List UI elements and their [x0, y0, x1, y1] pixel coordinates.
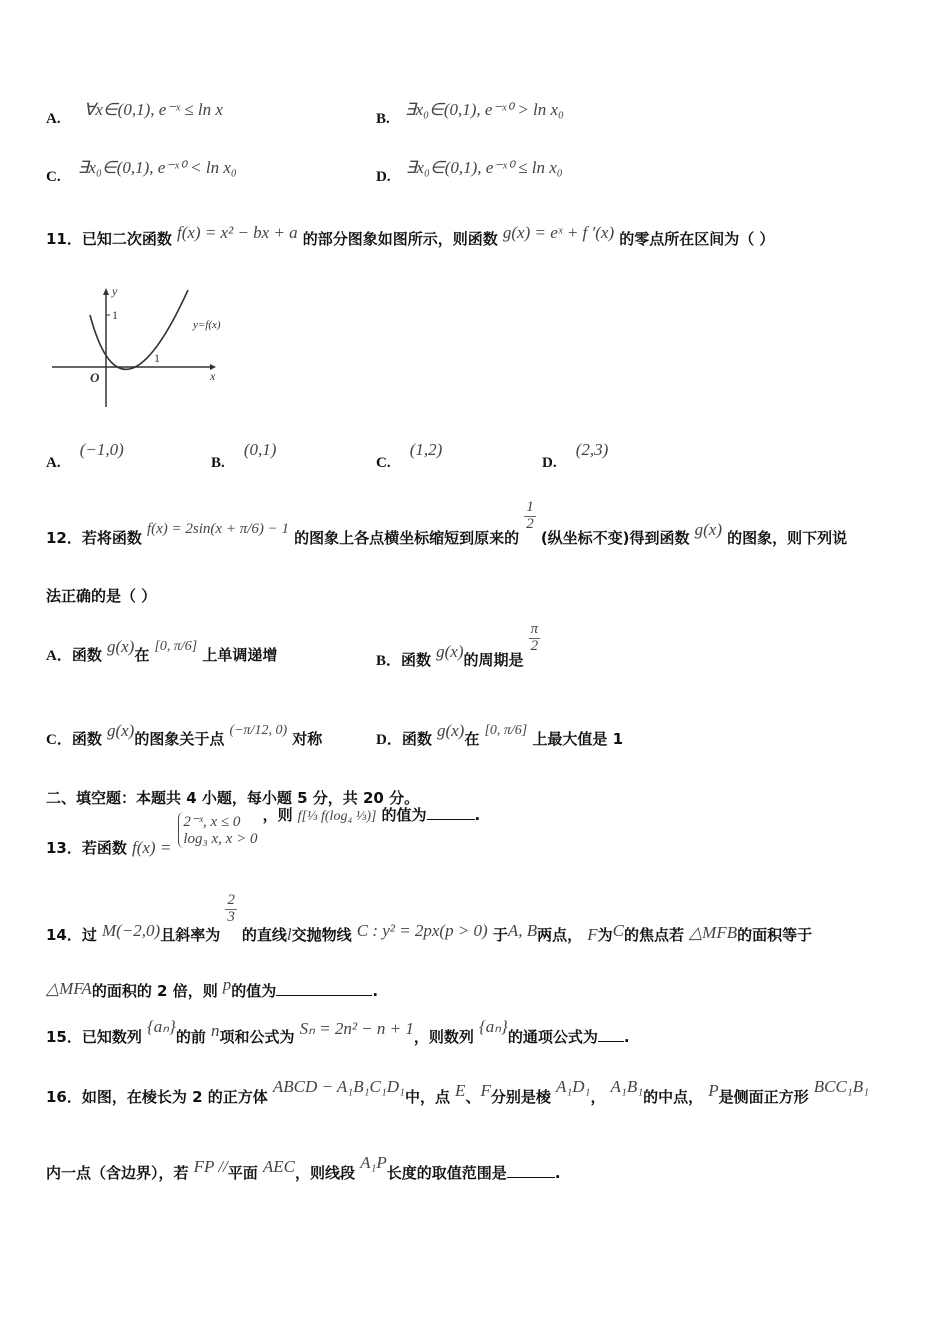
- q10-option-a: A. ∀x∈(0,1), e⁻ˣ ≤ ln x: [46, 100, 223, 127]
- q11-option-c: C. (1,2): [376, 440, 443, 471]
- origin-label: O: [90, 370, 100, 385]
- y-axis-label: y: [112, 285, 118, 298]
- q13-piecewise: 2⁻ˣ, x ≤ 0 log₃ x, x > 0: [178, 812, 257, 848]
- q10-option-b: B. ∃x₀∈(0,1), e⁻ˣ⁰ > ln x₀: [376, 100, 564, 127]
- q10-option-c-expr: ∃x₀∈(0,1), e⁻ˣ⁰ < ln x₀: [77, 158, 237, 177]
- q16-line2: 内一点（含边界），若 FP //平面 AEC，则线段 A₁P长度的取值范围是 .: [46, 1153, 561, 1182]
- q16-line1: 16．如图，在棱长为 2 的正方体 ABCD − A₁B₁C₁D₁中，点 E、F分别是棱 A₁D₁， A₁B₁的中点， P是侧面正方形 BCC₁B₁: [46, 1077, 870, 1106]
- q12-option-a: A．函数 g(x)在 [0, π/6] 上单调递增: [46, 637, 278, 664]
- q10-option-d: D. ∃x₀∈(0,1), e⁻ˣ⁰ ≤ ln x₀: [376, 158, 563, 185]
- q12-f-expr: f(x) = 2sin(x + π/6) − 1: [146, 520, 290, 537]
- q11-stem: 11．已知二次函数 f(x) = x² − bx + a 的部分图象如图所示，则函数 g(x) = eˣ + f ′(x) 的零点所在区间为（ ）: [46, 223, 775, 248]
- x-tick-label: 1: [154, 351, 160, 365]
- q11-option-d: D. (2,3): [542, 440, 609, 471]
- curve-label: y=f(x): [193, 319, 221, 331]
- section-heading: 二、填空题：本题共 4 小题，每小题 5 分，共 20 分。: [46, 789, 420, 807]
- q10-option-a-expr: ∀x∈(0,1), e⁻ˣ ≤ ln x: [83, 100, 223, 119]
- q12-half-fraction: $\frac{1}{2}$: [526, 499, 534, 532]
- q11-f-expr: f(x) = x² − bx + a: [176, 223, 298, 242]
- q12-option-b: B．函数 g(x)的周期是 $\frac{\pi}{2}$: [376, 621, 539, 669]
- q11-option-b: B. (0,1): [211, 440, 277, 471]
- q12-stem-line2: 法正确的是（ ）: [46, 587, 157, 605]
- q12-period-fraction: $\frac{\pi}{2}$: [530, 621, 539, 654]
- q10-option-c: C. ∃x₀∈(0,1), e⁻ˣ⁰ < ln x₀: [46, 158, 237, 185]
- q15: 15．已知数列 {aₙ}的前 n项和公式为 Sₙ = 2n² − n + 1，则数列 {aₙ}的通项公式为 .: [46, 1017, 630, 1046]
- q13-answer-blank[interactable]: [427, 805, 475, 820]
- q10-option-b-expr: ∃x₀∈(0,1), e⁻ˣ⁰ > ln x₀: [404, 100, 564, 119]
- x-axis-label: x: [210, 369, 216, 383]
- parabola-curve: [90, 290, 188, 369]
- q14-line2: △MFA的面积的 2 倍，则 p的值为 .: [46, 975, 379, 1000]
- q12-option-d: D．函数 g(x)在 [0, π/6] 上最大值是 1: [376, 721, 624, 748]
- q16-answer-blank[interactable]: [507, 1163, 555, 1178]
- q12-option-c: C．函数 g(x)的图象关于点 (−π/12, 0) 对称: [46, 721, 323, 748]
- q10-option-d-expr: ∃x₀∈(0,1), e⁻ˣ⁰ ≤ ln x₀: [405, 158, 563, 177]
- y-axis-arrow: [103, 288, 109, 295]
- q11-graph: [50, 285, 240, 410]
- q11-g-expr: g(x) = eˣ + f ′(x): [502, 223, 615, 242]
- y-tick-label: 1: [112, 308, 118, 322]
- q11-option-a: A. (−1,0): [46, 440, 124, 471]
- q14-slope-fraction: $\frac{2}{3}$: [227, 892, 235, 925]
- q14-line1: 14．过 M(−2,0)且斜率为 $\frac{2}{3}$ 的直线l交抛物线 C : y² = 2px(p > 0) 于A, B两点， F为C的焦点若 △MFB的面积等于: [46, 892, 813, 944]
- q13: 13．若函数 f(x) = 2⁻ˣ, x ≤ 0 log₃ x, x > 0 ，则 f[⅓ f(log₄ ⅓)] 的值为 .: [46, 806, 481, 857]
- q15-answer-blank[interactable]: [598, 1027, 624, 1042]
- q14-answer-blank[interactable]: [276, 981, 372, 996]
- q12-stem-line1: 12．若将函数 f(x) = 2sin(x + π/6) − 1 的图象上各点横坐标缩短到原来的 $\frac{1}{2}$ (纵坐标不变)得到函数 g(x) 的图象，则下列说: [46, 499, 848, 547]
